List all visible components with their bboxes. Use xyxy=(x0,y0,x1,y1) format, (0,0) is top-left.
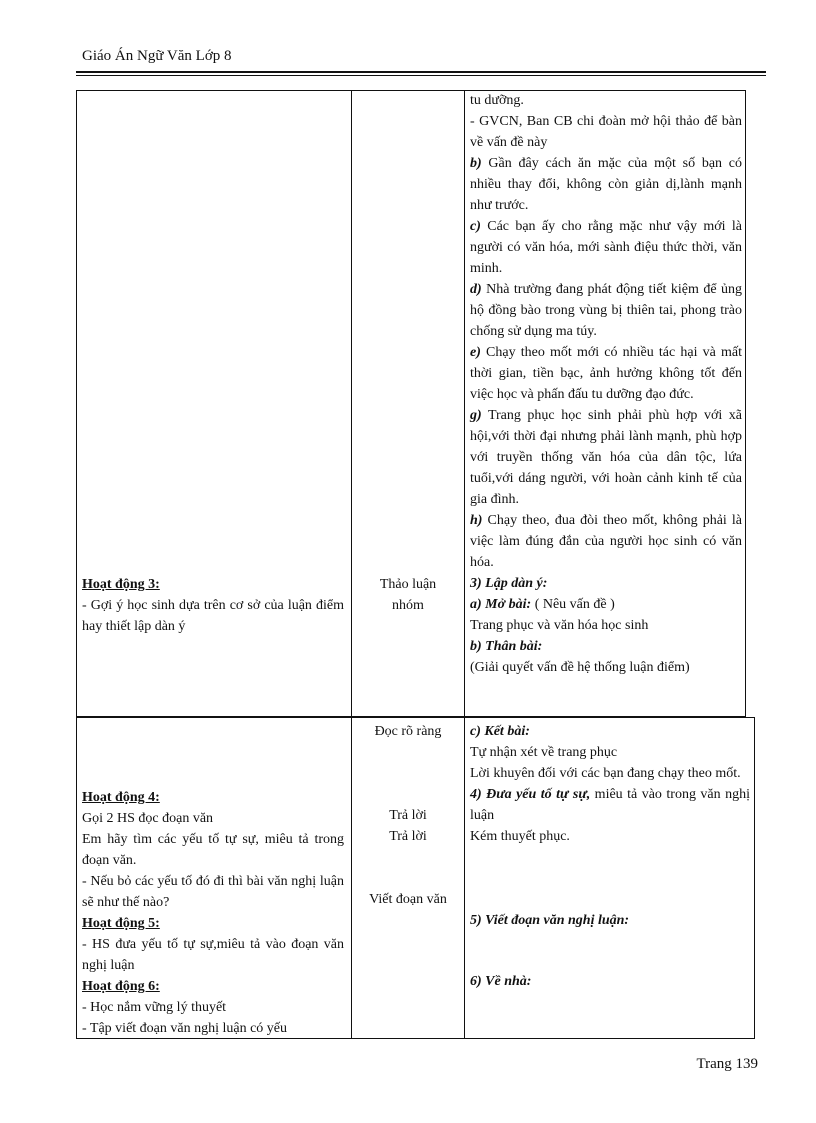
table2-right-cell xyxy=(470,721,750,847)
table2-divider-2 xyxy=(464,717,465,1039)
section-6-heading: 6) Về nhà: xyxy=(470,974,532,989)
content-item-d xyxy=(470,279,742,342)
section-4-label: 4) Đưa yếu tố tự sự, xyxy=(470,787,591,802)
ket-bai-label: c) Kết bài: xyxy=(470,724,530,739)
mo-bai-line xyxy=(470,594,742,615)
activity-4-line2: Em hãy tìm các yếu tố tự sự, miêu tả trong đoạn văn. xyxy=(82,832,344,868)
section-3-heading: 3) Lập dàn ý: xyxy=(470,576,548,591)
activity-6-heading: Hoạt động 6: xyxy=(82,979,160,994)
activity-6-line1: - Học nắm vững lý thuyết xyxy=(82,1000,227,1015)
mo-bai-label: a) Mở bài: xyxy=(470,597,532,612)
item-e-label: e) xyxy=(470,345,481,360)
method-read: Đọc rõ ràng xyxy=(374,724,442,739)
item-e-text: Chạy theo mốt mới có nhiều tác hại và mất thời gian, tiền bạc, ảnh hưởng không tốt đến việc học và phấn đấu tu dưỡng đạo đức. xyxy=(470,345,742,402)
content-item-e xyxy=(470,342,742,405)
activity-3-text: - Gợi ý học sinh dựa trên cơ sở của luận điểm hay thiết lập dàn ý xyxy=(82,598,344,634)
activity-4-line3: - Nếu bỏ các yếu tố đó đi thì bài văn nghị luận sẽ như thế nào? xyxy=(82,874,344,910)
table2-middle-answer xyxy=(352,805,464,847)
activity-6-line2: - Tập viết đoạn văn nghị luận có yếu xyxy=(82,1021,288,1036)
table2-left-cell xyxy=(82,787,344,1039)
activity-5-line1: - HS đưa yếu tố tự sự,miêu tả vào đoạn văn nghị luận xyxy=(82,937,344,973)
activity-4-line1: Gọi 2 HS đọc đoạn văn xyxy=(82,811,214,826)
item-d-label: d) xyxy=(470,282,482,297)
item-g-text: Trang phục học sinh phải phù hợp với xã hội,với thời đại nhưng phải lành mạnh, phù hợp với truyền thống văn hóa của dân tộc, lứa tuổi,với dáng người, với hoàn cảnh kinh tế của gia đình. xyxy=(470,408,742,507)
table1-left-cell xyxy=(82,574,344,637)
page-header-title: Giáo Án Ngữ Văn Lớp 8 xyxy=(82,48,232,64)
method-discussion-line1: Thảo luận xyxy=(379,577,437,592)
content-p1: tu dưỡng. xyxy=(470,93,524,108)
section-5-heading: 5) Viết đoạn văn nghị luận: xyxy=(470,913,630,928)
than-bai-label: b) Thân bài: xyxy=(470,639,543,654)
activity-5-heading: Hoạt động 5: xyxy=(82,916,160,931)
ket-bai-line1: Tự nhận xét về trang phục xyxy=(470,745,618,760)
table2-divider-1 xyxy=(351,717,352,1039)
item-h-text: Chạy theo, đua đòi theo mốt, không phải là việc làm đúng đắn của người học sinh có văn hóa. xyxy=(470,513,742,570)
item-b-text: Gần đây cách ăn mặc của một số bạn có nhiều thay đổi, không còn giản dị,lành mạnh như trước. xyxy=(470,156,742,213)
item-c-label: c) xyxy=(470,219,481,234)
table1-divider-2 xyxy=(464,90,465,717)
item-d-text: Nhà trường đang phát động tiết kiệm để ủng hộ đồng bào trong vùng bị thiên tai, phong trào chống sử dụng ma túy. xyxy=(470,282,742,339)
section-6-cell xyxy=(470,971,750,992)
table2-middle-read xyxy=(352,721,464,742)
table1-right-cell xyxy=(470,90,742,678)
page-number: Trang 139 xyxy=(696,1056,758,1072)
activity-4-heading: Hoạt động 4: xyxy=(82,790,160,805)
section-4-text: miêu tả vào trong văn nghị luận xyxy=(470,787,750,823)
section-4-line xyxy=(470,784,750,826)
content-item-h xyxy=(470,510,742,573)
item-c-text: Các bạn ấy cho rằng mặc như vậy mới là người có văn hóa, mới sành điệu thức thời, văn minh. xyxy=(470,219,742,276)
item-h-label: h) xyxy=(470,513,483,528)
method-write: Viết đoạn văn xyxy=(369,892,447,907)
content-item-c xyxy=(470,216,742,279)
content-item-b xyxy=(470,153,742,216)
header-rule-thin xyxy=(76,75,766,76)
mo-bai-text: ( Nêu vấn đề ) xyxy=(531,597,615,612)
item-b-label: b) xyxy=(470,156,482,171)
method-answer-1: Trả lời xyxy=(389,808,427,823)
than-bai-detail: (Giải quyết vấn đề hệ thống luận điểm) xyxy=(470,660,690,675)
mo-bai-detail: Trang phục và văn hóa học sinh xyxy=(470,618,649,633)
content-p2: - GVCN, Ban CB chi đoàn mở hội thảo để bàn về vấn đề này xyxy=(470,114,742,150)
header-rule-thick xyxy=(76,71,766,73)
table1-middle-cell xyxy=(352,574,464,616)
method-answer-2: Trả lời xyxy=(389,829,427,844)
content-item-g xyxy=(470,405,742,510)
ket-bai-line2: Lời khuyên đối với các bạn đang chạy theo mốt. xyxy=(470,766,741,781)
section-4-detail: Kém thuyết phục. xyxy=(470,829,570,844)
item-g-label: g) xyxy=(470,408,482,423)
table2-middle-write xyxy=(352,889,464,910)
section-5-cell xyxy=(470,910,750,931)
table1-divider-1 xyxy=(351,90,352,717)
method-discussion-line2: nhóm xyxy=(392,598,424,613)
activity-3-heading: Hoạt động 3: xyxy=(82,577,160,592)
